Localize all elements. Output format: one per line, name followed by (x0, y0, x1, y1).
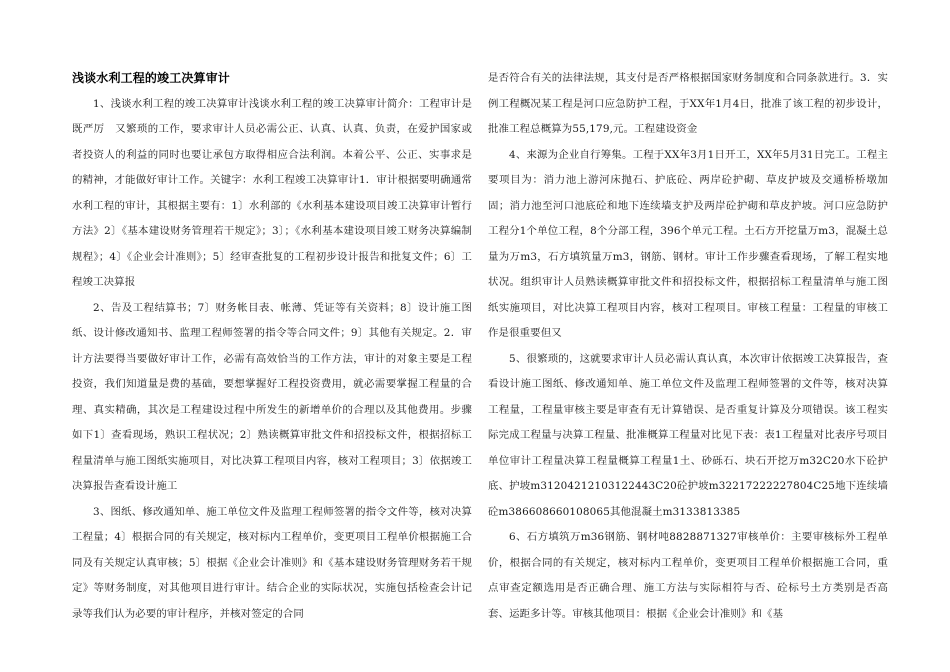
paragraph: 6、石方填筑万m36钢筋、钢材吨8828871327审核单价：主要审核标外工程单价，根据合同的有关规定，核对标内工程单价，变更项目工程单价根据施工合同，重点审查定额选用是否正确合理、施工方法与实际相符与否、砼标号土方类别是否高套、运距多计等。审核其他项目：根据《企业会计准则》和《基 (488, 531, 888, 620)
right-column (488, 66, 888, 627)
paragraph: 1、浅谈水利工程的竣工决算审计浅谈水利工程的竣工决算审计简介：工程审计是既严厉 又繁琐的工作，要求审计人员必需公正、认真、认真、负责，在爱护国家或者投资人的利益的同时也要让承包方取得相应合法利润。本着公平、公正、实事求是的精神，才能做好审计工作。关键字：水利工程竣工决算审计1．审计根据要明确通常水利工程的审计，其根据主要有：1〕水利部的《水利基本建设项目竣工决算审计暂行方法》2〕《基本建设财务管理若干规定》；3〕；《水利基本建设项目竣工财务决算编制规程》；4〕《企业会计准则》；5〕经审查批复的工程初步设计报告和批复文件；6〕工程竣工决算报 (72, 97, 472, 288)
paragraph: 3、图纸、修改通知单、施工单位文件及监理工程师签署的指令文件等，核对决算工程量；4〕根据合同的有关规定，核对标内工程单价，变更项目工程单价根据施工合同及有关规定认真审核；5〕根据《企业会计准则》和《基本建设财务管理财务若干规定》等财务制度，对其他项目进行审计。结合企业的实际状况，实施包括检查会计记录等我们认为必要的审计程序，并核对签定的合同 (72, 505, 472, 620)
paragraph: 5、很繁琐的，这就要求审计人员必需认真认真，本次审计依据竣工决算报告，查看设计施工图纸、修改通知单、施工单位文件及监理工程师签署的文件等，核对决算工程量，工程量审核主要是审查有无计算错误、是否重复计算及分项错误。该工程实际完成工程量与决算工程量、批准概算工程量对比见下表：表1工程量对比表序号项目单位审计工程量决算工程量概算工程量1土、砂砾石、块石开挖万m32C20水下砼护底、护坡m31204212103122443C20砼护坡m32217222227804C25地下连续墙砼m386608660108065其他混凝土m3133813385 (488, 352, 888, 518)
left-column (72, 66, 472, 627)
paragraph: 4、来源为企业自行筹集。工程于XX年3月1日开工，XX年5月31日完工。工程主要项目为：消力池上游河床抛石、护底砼、两岸砼护砌、草皮护坡及交通桥桥墩加固；消力池至河口池底砼和地下连续墙支护及两岸砼护砌和草皮护坡。河口应急防护工程分1个单位工程，8个分部工程，396个单元工程。土石方开挖量万m3，混凝土总量为万m3，石方填筑量万m3，钢筋、钢材。审计工作步骤查看现场，了解工程实地状况。组织审计人员熟读概算审批文件和招投标文件，根据招标工程量清单与施工图纸实施项目，对比决算工程项目内容，核对工程项目。审核工程量：工程量的审核工作是很重要但又 (488, 148, 888, 339)
paragraph: 是否符合有关的法律法规，其支付是否严格根据国家财务制度和合同条款进行。3．实例工程概况某工程是河口应急防护工程，于XX年1月4日，批准了该工程的初步设计，批准工程总概算为55,179,元。工程建设资金 (488, 72, 888, 135)
document-title: 浅谈水利工程的竣工决算审计 (72, 71, 230, 85)
paragraph: 2、告及工程结算书；7〕财务帐目表、帐薄、凭证等有关资料；8〕设计施工图纸、设计修改通知书、监理工程师签署的指令等合同文件；9〕其他有关规定。2．审计方法要得当要做好审计工作，必需有高效恰当的工作方法，审计的对象主要是工程投资，我们知道量是费的基础，要想掌握好工程投资费用，就必需要掌握工程量的合理、真实精确，其次是工程建设过程中所发生的新增单价的合理以及其他费用。步骤如下1〕查看现场，熟识工程状况；2〕熟读概算审批文件和招投标文件，根据招标工程量清单与施工图纸实施项目，对比决算工程项目内容，核对工程项目；3〕依据竣工决算报告查看设计施工 (72, 301, 472, 492)
